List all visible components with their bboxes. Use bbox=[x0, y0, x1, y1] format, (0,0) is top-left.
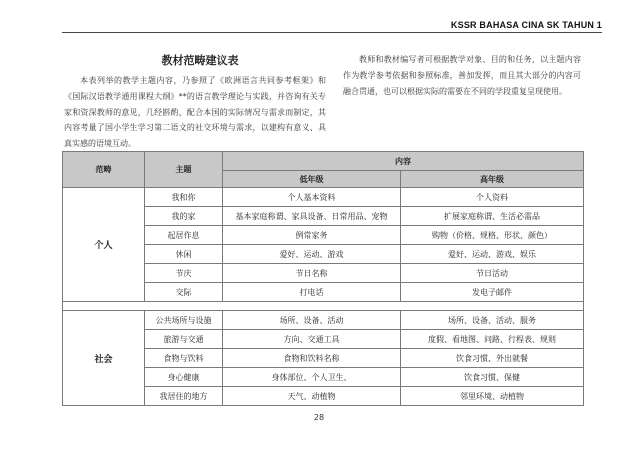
upper-cell: 个人资料 bbox=[401, 188, 584, 207]
upper-cell: 扩展家庭称谓、生活必需品 bbox=[401, 207, 584, 226]
lower-cell: 打电话 bbox=[223, 283, 401, 302]
lower-cell: 爱好、运动、游戏 bbox=[223, 245, 401, 264]
table-row bbox=[63, 311, 584, 330]
header-topic: 主题 bbox=[145, 152, 223, 188]
header-lower-grade: 低年级 bbox=[223, 171, 401, 188]
lower-cell: 节日名称 bbox=[223, 264, 401, 283]
upper-cell: 发电子邮件 bbox=[401, 283, 584, 302]
topic-cell: 公共场所与设施 bbox=[145, 311, 223, 330]
header-domain: 范畴 bbox=[63, 152, 145, 188]
topic-cell: 交际 bbox=[145, 283, 223, 302]
lower-cell: 场所、设备、活动 bbox=[223, 311, 401, 330]
upper-cell: 场所、设备、活动、服务 bbox=[401, 311, 584, 330]
upper-cell: 饮食习惯、外出就餐 bbox=[401, 349, 584, 368]
topic-cell: 休闲 bbox=[145, 245, 223, 264]
domain-cell: 社会 bbox=[63, 311, 145, 406]
upper-cell: 度假、看地图、问路、行程表、规则 bbox=[401, 330, 584, 349]
topic-cell: 节庆 bbox=[145, 264, 223, 283]
lower-cell: 基本家庭称谓、家具设备、日常用品、宠物 bbox=[223, 207, 401, 226]
lower-cell: 天气、动植物 bbox=[223, 387, 401, 406]
topic-cell: 我和你 bbox=[145, 188, 223, 207]
header-content: 内容 bbox=[223, 152, 584, 171]
upper-cell: 购物（价格、规格、形状、颜色） bbox=[401, 226, 584, 245]
topic-cell: 起居作息 bbox=[145, 226, 223, 245]
table-row bbox=[63, 188, 584, 207]
topic-cell: 身心健康 bbox=[145, 368, 223, 387]
running-header: KSSR BAHASA CINA SK TAHUN 1 bbox=[450, 20, 602, 30]
topic-cell: 我的家 bbox=[145, 207, 223, 226]
lower-cell: 食物和饮料名称 bbox=[223, 349, 401, 368]
spacer-cell bbox=[63, 302, 584, 311]
upper-cell: 节日活动 bbox=[401, 264, 584, 283]
right-paragraph: 教师和教材编写者可根据教学对象、目的和任务，以主题内容作为教学参考依据和参照标准，善加发挥，而且其大部分的内容可融合贯通，也可以根据实际的需要在不同的学段重复呈现使用。 bbox=[343, 55, 581, 96]
header-upper-grade: 高年级 bbox=[401, 171, 584, 188]
page-number: 28 bbox=[313, 413, 325, 422]
group-spacer bbox=[63, 302, 584, 311]
intro-paragraph: 本表列举的教学主题内容，乃参照了《欧洲语言共同参考框架》和《国际汉语教学通用课程大纲》**的语言教学理论与实践，并咨询有关专家和资深教师的意见，几经斟酌，配合本国的实际情况与需求而制定，其内容考量了国小学生学习第二语文的社交环境与需求，以建构有意义、具真实感的语境互动。 bbox=[64, 76, 326, 149]
section-title: 教材范畴建议表 bbox=[161, 54, 239, 67]
upper-cell: 饮食习惯、保健 bbox=[401, 368, 584, 387]
lower-cell: 例常家务 bbox=[223, 226, 401, 245]
topic-cell: 旅游与交通 bbox=[145, 330, 223, 349]
topic-cell: 我居住的地方 bbox=[145, 387, 223, 406]
lower-cell: 方向、交通工具 bbox=[223, 330, 401, 349]
domain-cell: 个人 bbox=[63, 188, 145, 302]
topic-cell: 食物与饮料 bbox=[145, 349, 223, 368]
lower-cell: 个人基本资料 bbox=[223, 188, 401, 207]
header-divider bbox=[62, 32, 602, 33]
upper-cell: 爱好、运动、游戏、娱乐 bbox=[401, 245, 584, 264]
lower-cell: 身体部位、个人卫生、 bbox=[223, 368, 401, 387]
upper-cell: 邻里环境、动植物 bbox=[401, 387, 584, 406]
topic-table bbox=[62, 151, 584, 406]
